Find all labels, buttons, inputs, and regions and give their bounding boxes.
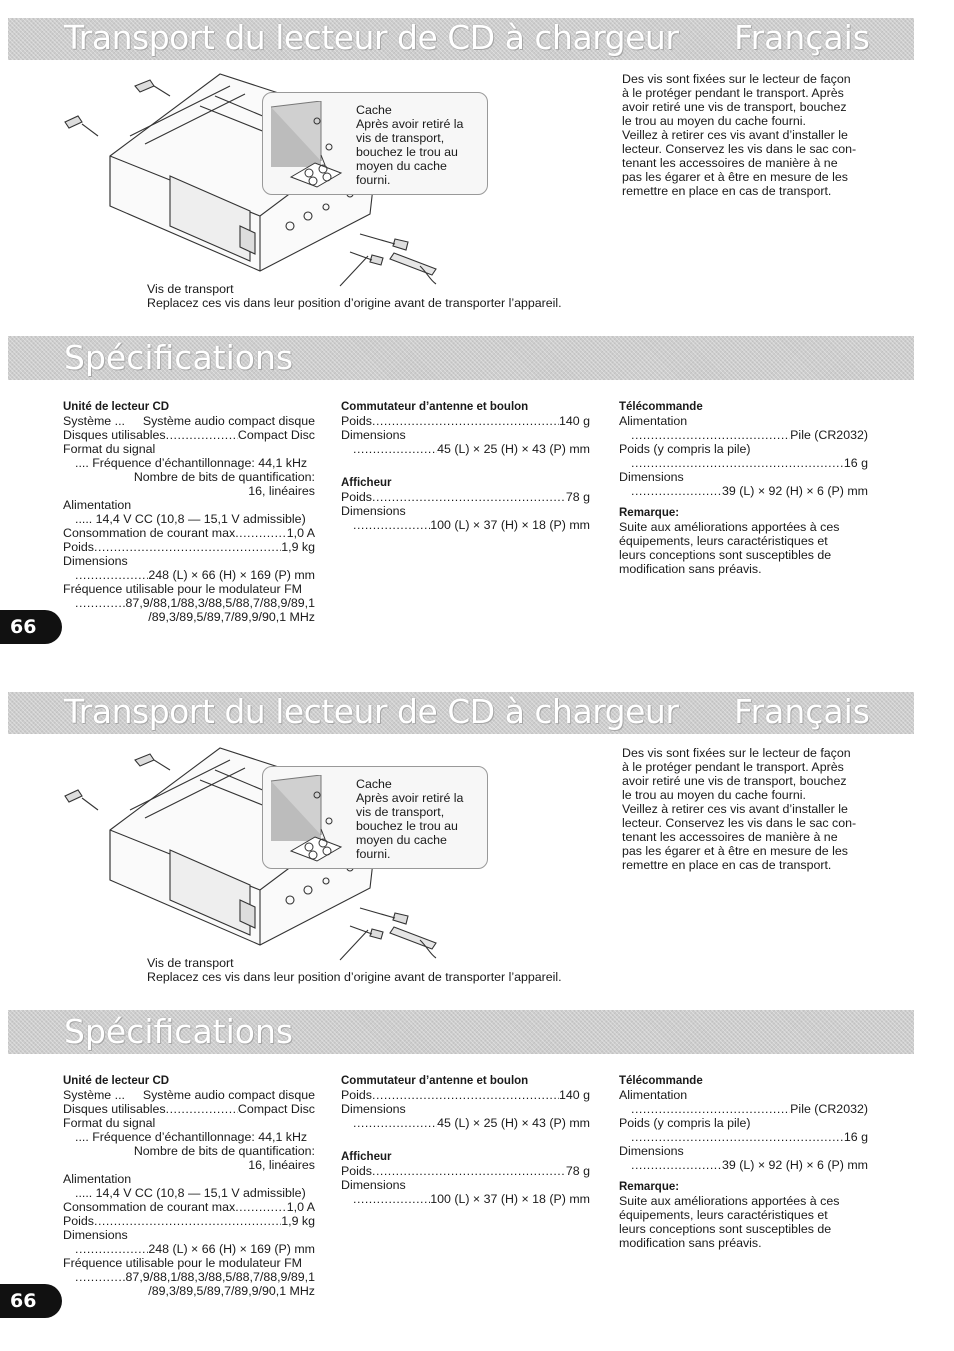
spec-label: Dimensions	[341, 428, 406, 442]
spec-row: ..... 16 g	[619, 456, 868, 470]
spec-row: ..... Pile (CR2032)	[619, 428, 868, 442]
spec-label: Alimentation	[619, 1088, 688, 1102]
remote-heading: Télécommande	[619, 401, 703, 413]
remark-text: Suite aux améliorations apportées à ces équipements, leurs caractéristiques et leurs conceptions sont susceptibles de modification sans préavis.	[619, 520, 840, 576]
remark-heading: Remarque:	[619, 507, 680, 519]
spec-label: Dimensions	[341, 1178, 406, 1192]
transport-description	[622, 746, 872, 872]
spec-row: Disques utilisables ..... Compact Disc	[63, 428, 315, 442]
spec-row: Système ... Système audio compact disque	[63, 414, 315, 428]
spec-value: .... Fréquence d’échantillonnage: 44,1 kHz	[75, 1130, 308, 1144]
cap-diagram-icon	[269, 775, 355, 863]
spec-row: ..... 39 (L) × 92 (H) × 6 (P) mm	[619, 1158, 868, 1172]
spec-row: ..... 45 (L) × 25 (H) × 43 (P) mm	[341, 1116, 590, 1130]
spec-value: 16, linéaires	[248, 484, 315, 498]
spec-row: Poids ..... 140 g	[341, 1088, 590, 1102]
spec-label: Fréquence utilisable pour le modulateur FM	[63, 1256, 302, 1270]
spec-row: Consommation de courant max ..... 1,0 A	[63, 526, 315, 540]
cap-diagram-icon	[269, 101, 355, 189]
spec-row: ..... 16 g	[619, 1130, 868, 1144]
spec-label: Alimentation	[619, 414, 688, 428]
spec-col-antenna-display	[341, 400, 590, 532]
spec-col-remote	[619, 400, 868, 576]
spec-label: Format du signal	[63, 1116, 156, 1130]
remote-heading: Télécommande	[619, 1075, 703, 1087]
spec-row: ..... 100 (L) × 37 (H) × 18 (P) mm	[341, 1192, 590, 1206]
caption-text: Replacez ces vis dans leur position d’origine avant de transporter l’appareil.	[147, 296, 562, 310]
spec-row: Poids ..... 140 g	[341, 414, 590, 428]
transport-banner	[8, 692, 914, 734]
caption-title: Vis de transport	[147, 956, 234, 970]
transport-description	[622, 72, 872, 198]
spec-value: 16, linéaires	[248, 1158, 315, 1172]
antenna-heading: Commutateur d’antenne et boulon	[341, 401, 529, 413]
remark-text: Suite aux améliorations apportées à ces équipements, leurs caractéristiques et leurs conceptions sont susceptibles de modification sans préavis.	[619, 1194, 840, 1250]
page-number: 66	[0, 1284, 62, 1318]
spec-value: .... Fréquence d’échantillonnage: 44,1 kHz	[75, 456, 308, 470]
spec-label: Poids (y compris la pile)	[619, 442, 751, 456]
spec-label: Fréquence utilisable pour le modulateur FM	[63, 582, 302, 596]
spec-title: Spécifications	[64, 338, 294, 377]
spec-value: /89,3/89,5/89,7/89,9/90,1 MHz	[148, 1284, 315, 1298]
specifications-banner	[8, 1010, 914, 1054]
banner-title: Transport du lecteur de CD à chargeur	[64, 18, 679, 57]
spec-row: ..... 248 (L) × 66 (H) × 169 (P) mm	[63, 1242, 315, 1256]
cap-callout-text: Cache Après avoir retiré la vis de transport, bouchez le trou au moyen du cache fourni.	[356, 103, 464, 187]
banner-language: Français	[733, 18, 870, 57]
cd-unit-heading: Unité de lecteur CD	[63, 401, 170, 413]
spec-row: ..... 87,9/88,1/88,3/88,5/88,7/88,9/89,1	[63, 596, 315, 610]
spec-value: ..... 14,4 V CC (10,8 — 15,1 V admissible)	[75, 1186, 306, 1200]
spec-col-antenna-display	[341, 1074, 590, 1206]
spec-row: ..... 87,9/88,1/88,3/88,5/88,7/88,9/89,1	[63, 1270, 315, 1284]
spec-label: Alimentation	[63, 1172, 132, 1186]
spec-row: ..... 100 (L) × 37 (H) × 18 (P) mm	[341, 518, 590, 532]
spec-row: Consommation de courant max ..... 1,0 A	[63, 1200, 315, 1214]
display-heading: Afficheur	[341, 1151, 392, 1163]
banner-title: Transport du lecteur de CD à chargeur	[64, 692, 679, 731]
antenna-heading: Commutateur d’antenne et boulon	[341, 1075, 529, 1087]
spec-label: Dimensions	[619, 1144, 684, 1158]
illustration-caption	[147, 956, 607, 984]
spec-label: Dimensions	[63, 554, 128, 568]
spec-label: Dimensions	[619, 470, 684, 484]
spec-label: Format du signal	[63, 442, 156, 456]
spec-row: ..... 248 (L) × 66 (H) × 169 (P) mm	[63, 568, 315, 582]
cap-callout	[262, 766, 488, 869]
spec-title: Spécifications	[64, 1012, 294, 1051]
spec-value: /89,3/89,5/89,7/89,9/90,1 MHz	[148, 610, 315, 624]
page-number: 66	[0, 610, 62, 644]
caption-text: Replacez ces vis dans leur position d’origine avant de transporter l’appareil.	[147, 970, 562, 984]
banner-language: Français	[733, 692, 870, 731]
spec-row: Disques utilisables ..... Compact Disc	[63, 1102, 315, 1116]
spec-col-remote	[619, 1074, 868, 1250]
spec-row: Poids ..... 1,9 kg	[63, 540, 315, 554]
description-text: Des vis sont fixées sur le lecteur de façon à le protéger pendant le transport. Après avoir retiré une vis de transport, bouchez le trou au moyen du cache fourni. Veillez à retirer ces vis avant d’installer le lecteur. Conservez les vis dans le sac con- tenant les accessoires de manière à ne pas les égarer et à être en mesure de les remettre en place en cas de transport.	[622, 72, 857, 198]
specifications-banner	[8, 336, 914, 380]
spec-label: Alimentation	[63, 498, 132, 512]
spec-row: ..... Pile (CR2032)	[619, 1102, 868, 1116]
cap-callout-text: Cache Après avoir retiré la vis de transport, bouchez le trou au moyen du cache fourni.	[356, 777, 464, 861]
spec-row: ..... 39 (L) × 92 (H) × 6 (P) mm	[619, 484, 868, 498]
illustration-caption	[147, 282, 607, 310]
cd-unit-heading: Unité de lecteur CD	[63, 1075, 170, 1087]
spec-label: Dimensions	[341, 504, 406, 518]
page-copy-bottom	[0, 674, 954, 1349]
spec-label: Nombre de bits de quantification:	[133, 1144, 315, 1158]
display-heading: Afficheur	[341, 477, 392, 489]
spec-value: ..... 14,4 V CC (10,8 — 15,1 V admissible)	[75, 512, 306, 526]
spec-row: Système ... Système audio compact disque	[63, 1088, 315, 1102]
spec-row: ..... 45 (L) × 25 (H) × 43 (P) mm	[341, 442, 590, 456]
spec-label: Poids (y compris la pile)	[619, 1116, 751, 1130]
transport-banner	[8, 18, 914, 60]
spec-row: Poids ..... 78 g	[341, 490, 590, 504]
spec-col-cd-unit	[63, 400, 315, 624]
spec-row: Poids ..... 1,9 kg	[63, 1214, 315, 1228]
spec-label: Dimensions	[63, 1228, 128, 1242]
spec-label: Dimensions	[341, 1102, 406, 1116]
description-text: Des vis sont fixées sur le lecteur de façon à le protéger pendant le transport. Après avoir retiré une vis de transport, bouchez le trou au moyen du cache fourni. Veillez à retirer ces vis avant d’installer le lecteur. Conservez les vis dans le sac con- tenant les accessoires de manière à ne pas les égarer et à être en mesure de les remettre en place en cas de transport.	[622, 746, 857, 872]
spec-col-cd-unit	[63, 1074, 315, 1298]
spec-label: Nombre de bits de quantification:	[133, 470, 315, 484]
page-copy-top	[0, 0, 954, 675]
cap-callout	[262, 92, 488, 195]
caption-title: Vis de transport	[147, 282, 234, 296]
remark-heading: Remarque:	[619, 1181, 680, 1193]
spec-row: Poids ..... 78 g	[341, 1164, 590, 1178]
